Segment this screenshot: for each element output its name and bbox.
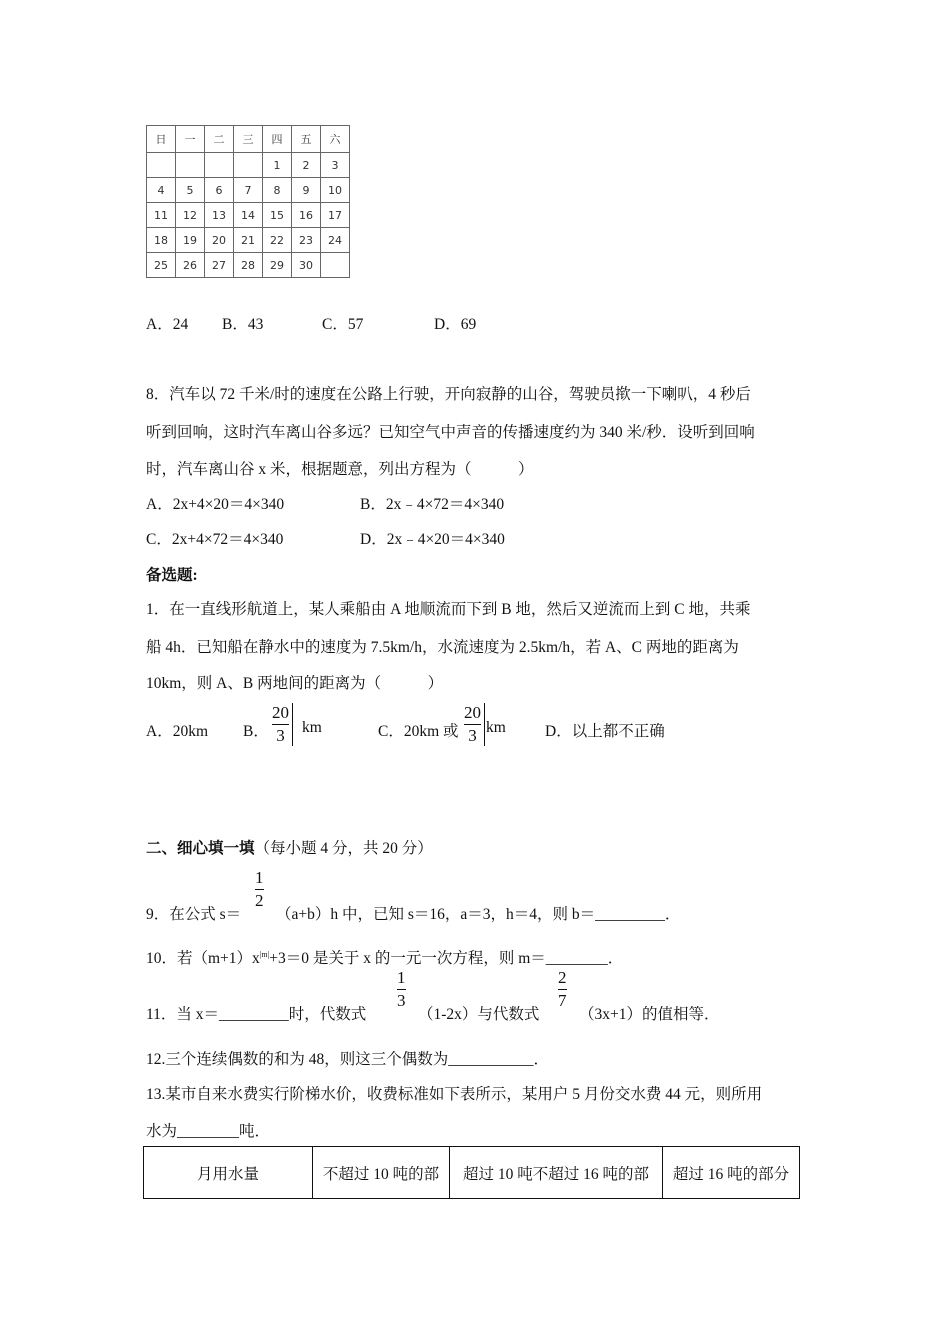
calendar-header-cell: 一 (176, 126, 205, 153)
calendar-cell: 21 (234, 228, 263, 253)
calendar-cell: 3 (321, 153, 350, 178)
backup1-line-2: 船 4h．已知船在静水中的速度为 7.5km/h，水流速度为 2.5km/h，若 A、C 两地的距离为 (146, 639, 739, 656)
calendar-cell: 4 (147, 178, 176, 203)
q10-suffix: +3＝0 是关于 x 的一元一次方程，则 m＝________． (269, 950, 624, 967)
fraction-denominator: 7 (558, 991, 567, 1010)
calendar-header-cell: 二 (205, 126, 234, 153)
q13-line-1: 13.某市自来水费实行阶梯水价，收费标准如下表所示，某用户 5 月份交水费 44 元，则所用 (146, 1086, 763, 1103)
q11-middle: （1-2x）与代数式 (418, 1006, 540, 1023)
calendar-cell: 7 (234, 178, 263, 203)
q8-option-b: B．2x﹣4×72＝4×340 (360, 496, 505, 513)
calendar-cell (147, 153, 176, 178)
q10-exponent: |m| (259, 949, 270, 959)
calendar-cell (234, 153, 263, 178)
calendar-cell: 12 (176, 203, 205, 228)
calendar-cell: 18 (147, 228, 176, 253)
water-price-table (143, 1146, 800, 1199)
section-2-title: 二、细心填一填 (146, 840, 255, 857)
calendar-cell: 30 (292, 253, 321, 278)
q11-suffix: （3x+1）的值相等． (579, 1006, 720, 1023)
calendar-cell: 13 (205, 203, 234, 228)
fraction-denominator: 3 (276, 726, 285, 745)
water-table-header-cell: 月用水量 (144, 1147, 313, 1199)
backup1-option-b-unit: km (302, 719, 322, 736)
fraction-numerator: 1 (255, 868, 264, 887)
calendar-cell: 11 (147, 203, 176, 228)
backup1-option-c-prefix: C．20km 或 (378, 723, 459, 740)
calendar-cell: 10 (321, 178, 350, 203)
fraction-numerator: 20 (272, 703, 289, 722)
calendar-header-cell: 四 (263, 126, 292, 153)
q8-line-3: 时，汽车离山谷 x 米，根据题意，列出方程为（ ） (146, 461, 534, 478)
fraction-1-2 (255, 868, 264, 911)
q13-line-2: 水为________吨． (146, 1123, 271, 1140)
q7-option-b: B．43 (222, 316, 264, 333)
fraction-bar (255, 889, 264, 890)
q11-prefix: 11．当 x＝_________时，代数式 (146, 1006, 367, 1023)
water-table-header-cell: 不超过 10 吨的部 (313, 1147, 450, 1199)
q10-prefix: 10．若（m+1）x (146, 950, 260, 967)
fraction-denominator: 2 (255, 891, 264, 910)
fraction-20-3 (464, 703, 485, 746)
backup1-option-c-unit: km (486, 719, 506, 736)
backup-title: 备选题: (146, 567, 198, 584)
q10-line (146, 946, 623, 968)
calendar-cell: 20 (205, 228, 234, 253)
calendar-cell: 8 (263, 178, 292, 203)
q7-option-a: A．24 (146, 316, 189, 333)
fraction-bar (272, 724, 289, 725)
fraction-numerator: 1 (397, 968, 406, 987)
q7-option-d: D．69 (434, 316, 477, 333)
calendar-header-cell: 三 (234, 126, 263, 153)
water-table-header-cell: 超过 10 吨不超过 16 吨的部 (450, 1147, 663, 1199)
section-2-note: （每小题 4 分，共 20 分） (254, 840, 433, 857)
calendar-header-cell: 日 (147, 126, 176, 153)
calendar-cell: 16 (292, 203, 321, 228)
calendar-cell: 15 (263, 203, 292, 228)
fraction-bar (464, 724, 481, 725)
calendar-cell: 27 (205, 253, 234, 278)
backup1-option-b-prefix: B． (243, 723, 269, 740)
calendar-cell: 9 (292, 178, 321, 203)
calendar-cell: 14 (234, 203, 263, 228)
q8-option-a: A．2x+4×20＝4×340 (146, 496, 285, 513)
calendar-cell: 19 (176, 228, 205, 253)
calendar-cell: 22 (263, 228, 292, 253)
calendar-header-cell: 五 (292, 126, 321, 153)
calendar-cell: 26 (176, 253, 205, 278)
q8-option-d: D．2x﹣4×20＝4×340 (360, 531, 505, 548)
q8-option-c: C．2x+4×72＝4×340 (146, 531, 284, 548)
calendar-header-cell: 六 (321, 126, 350, 153)
fraction-bar (558, 989, 567, 990)
fraction-denominator: 3 (397, 991, 406, 1010)
q8-line-2: 听到回响，这时汽车离山谷多远？已知空气中声音的传播速度约为 340 米/秒．设听到回响 (146, 424, 755, 441)
fraction-2-7 (558, 968, 567, 1011)
q9-prefix: 9．在公式 s＝ (146, 906, 242, 923)
calendar-cell (176, 153, 205, 178)
calendar-table (146, 125, 350, 278)
calendar-cell: 24 (321, 228, 350, 253)
calendar-cell: 25 (147, 253, 176, 278)
backup1-option-d: D．以上都不正确 (545, 723, 665, 740)
fraction-denominator: 3 (468, 726, 477, 745)
fraction-numerator: 2 (558, 968, 567, 987)
q9-suffix: （a+b）h 中，已知 s＝16，a＝3，h＝4，则 b＝_________． (276, 906, 681, 923)
q12-line: 12.三个连续偶数的和为 48，则这三个偶数为___________． (146, 1051, 550, 1068)
backup1-line-1: 1．在一直线形航道上，某人乘船由 A 地顺流而下到 B 地，然后又逆流而上到 C 地，共乘 (146, 601, 751, 618)
backup1-option-a: A．20km (146, 723, 209, 740)
fraction-numerator: 20 (464, 703, 481, 722)
calendar-cell: 29 (263, 253, 292, 278)
calendar-cell: 17 (321, 203, 350, 228)
calendar-cell: 6 (205, 178, 234, 203)
backup1-line-3: 10km，则 A、B 两地间的距离为（ ） (146, 675, 444, 692)
q8-line-1: 8．汽车以 72 千米/时的速度在公路上行驶，开向寂静的山谷，驾驶员揿一下喇叭，4 秒后 (146, 386, 751, 403)
calendar-cell: 1 (263, 153, 292, 178)
calendar-cell (205, 153, 234, 178)
q7-option-c: C．57 (322, 316, 364, 333)
calendar-cell (321, 253, 350, 278)
water-table-header-cell: 超过 16 吨的部分 (663, 1147, 800, 1199)
calendar-cell: 5 (176, 178, 205, 203)
calendar-cell: 23 (292, 228, 321, 253)
section-2-heading (146, 836, 433, 858)
calendar-cell: 2 (292, 153, 321, 178)
calendar-cell: 28 (234, 253, 263, 278)
fraction-bar (397, 989, 406, 990)
fraction-1-3 (397, 968, 406, 1011)
fraction-20-3 (272, 703, 293, 746)
